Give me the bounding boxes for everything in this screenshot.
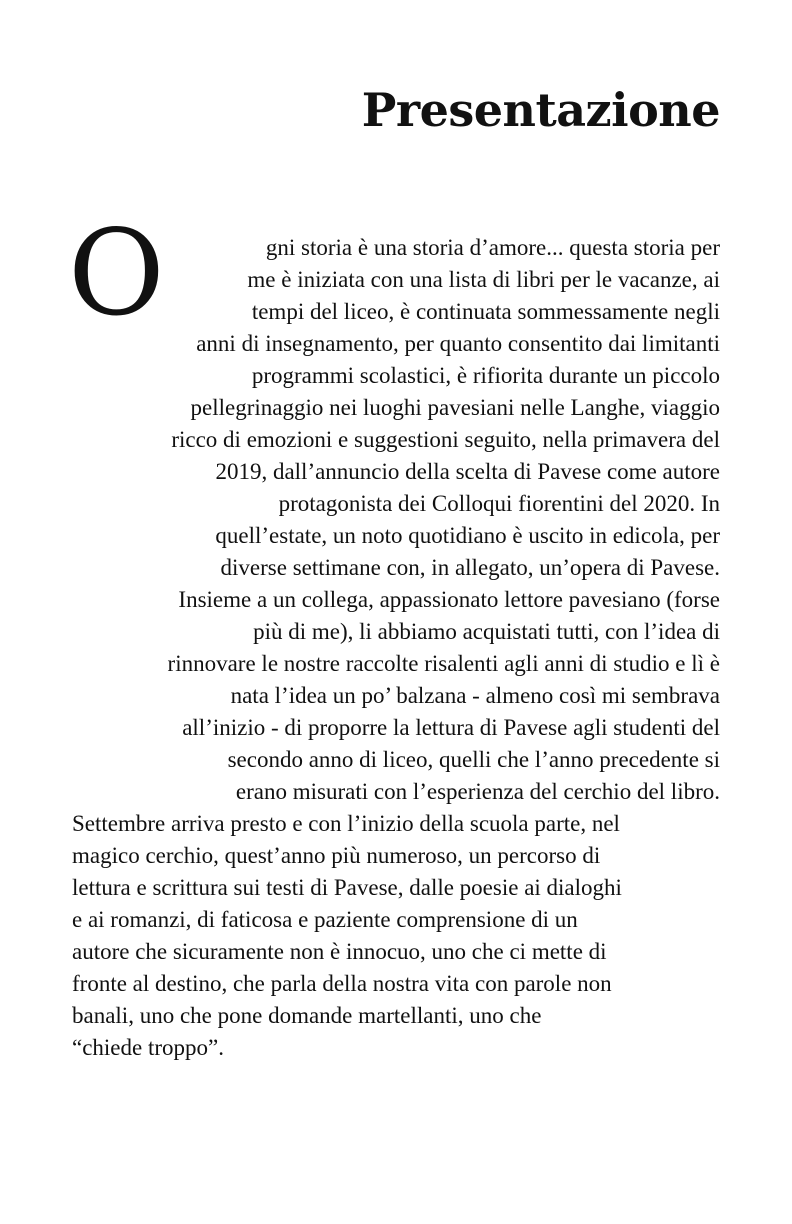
text-line: erano misurati con l’esperienza del cerchio del libro. (235, 779, 720, 804)
text-line: tempi del liceo, è continuata sommessamente negli (251, 299, 720, 324)
text-line: ricco di emozioni e suggestioni seguito, nella primavera del (171, 427, 720, 452)
text-line: “chiede troppo”. (72, 1035, 224, 1060)
text-line: Settembre arriva presto e con l’inizio della scuola parte, nel (72, 811, 620, 836)
text-line: lettura e scrittura sui testi di Pavese, dalle poesie ai dialoghi (72, 875, 622, 900)
text-line: più di me), li abbiamo acquistati tutti, con l’idea di (253, 619, 720, 644)
drop-cap: O (68, 204, 165, 342)
text-line: e ai romanzi, di faticosa e paziente comprensione di un (72, 907, 578, 932)
text-line: banali, uno che pone domande martellanti, uno che (72, 1003, 542, 1028)
text-line: diverse settimane con, in allegato, un’opera di Pavese. (220, 555, 720, 580)
text-line: gni storia è una storia d’amore... questa storia per (265, 235, 720, 260)
text-line: fronte al destino, che parla della nostra vita con parole non (72, 971, 612, 996)
text-line: all’inizio - di proporre la lettura di Pavese agli studenti del (182, 715, 720, 740)
text-line: quell’estate, un noto quotidiano è uscito in edicola, per (215, 523, 720, 548)
text-line: anni di insegnamento, per quanto consentito dai limitanti (196, 331, 720, 356)
page-title: Presentazione (361, 83, 720, 137)
text-line: rinnovare le nostre raccolte risalenti agli anni di studio e lì è (167, 651, 720, 676)
text-line: Insieme a un collega, appassionato lettore pavesiano (forse (178, 587, 720, 612)
text-line: magico cerchio, quest’anno più numeroso, un percorso di (72, 843, 601, 868)
text-line: secondo anno di liceo, quelli che l’anno precedente si (227, 747, 720, 772)
text-line: programmi scolastici, è rifiorita durante un piccolo (251, 363, 720, 388)
text-line: autore che sicuramente non è innocuo, uno che ci mette di (72, 939, 607, 964)
text-line: nata l’idea un po’ balzana - almeno così mi sembrava (230, 683, 720, 708)
text-line: me è iniziata con una lista di libri per le vacanze, ai (247, 267, 720, 292)
text-line: 2019, dall’annuncio della scelta di Pavese come autore (215, 459, 720, 484)
text-line: protagonista dei Colloqui fiorentini del 2020. In (278, 491, 720, 516)
body-text (72, 232, 720, 1064)
text-line: pellegrinaggio nei luoghi pavesiani nelle Langhe, viaggio (190, 395, 720, 420)
